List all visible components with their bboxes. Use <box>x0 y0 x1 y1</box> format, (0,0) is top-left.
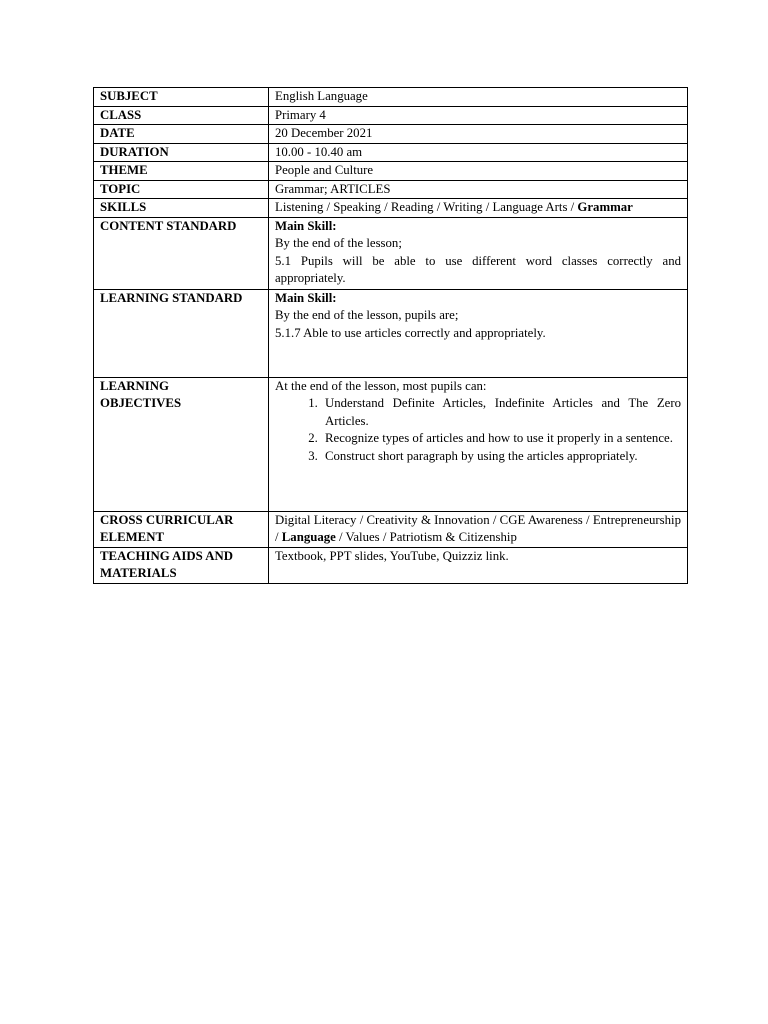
learning-standard-value <box>269 289 688 377</box>
learning-standard-label: LEARNING STANDARD <box>94 289 269 377</box>
learning-standard-line2: 5.1.7 Able to use articles correctly and appropriately. <box>275 325 546 340</box>
skills-label: SKILLS <box>94 199 269 218</box>
cross-curricular-label <box>94 511 269 547</box>
subject-label: SUBJECT <box>94 88 269 107</box>
teaching-aids-label <box>94 547 269 583</box>
row-skills <box>94 199 688 218</box>
date-label: DATE <box>94 125 269 144</box>
cross-curricular-value <box>269 511 688 547</box>
learning-objectives-value <box>269 377 688 511</box>
objective-item: 3. Construct short paragraph by using the articles appropriately. <box>321 448 681 466</box>
row-cross-curricular <box>94 511 688 547</box>
class-value: Primary 4 <box>269 106 688 125</box>
lesson-plan-table <box>93 87 688 584</box>
cross-curricular-bold: Language <box>281 530 336 544</box>
row-learning-standard <box>94 289 688 377</box>
cross-curricular-part1: Digital Literacy / Creativity & Innovation / CGE Awareness / Entrepreneurship / <box>275 512 681 544</box>
teaching-aids-value: Textbook, PPT slides, YouTube, Quizziz link. <box>269 547 688 583</box>
learning-objectives-label <box>94 377 269 511</box>
row-content-standard <box>94 217 688 289</box>
learning-objectives-label-line1: LEARNING <box>100 378 169 393</box>
learning-objectives-intro: At the end of the lesson, most pupils can: <box>275 378 487 393</box>
cross-curricular-label-line2: ELEMENT <box>100 530 164 544</box>
skills-main-skill: Grammar <box>577 200 633 214</box>
skills-list: Listening / Speaking / Reading / Writing / Language Arts / <box>275 200 578 214</box>
teaching-aids-label-line1: TEACHING AIDS AND <box>100 548 233 563</box>
row-theme <box>94 162 688 181</box>
learning-standard-heading: Main Skill: <box>275 290 337 305</box>
date-value: 20 December 2021 <box>269 125 688 144</box>
row-class <box>94 106 688 125</box>
theme-value: People and Culture <box>269 162 688 181</box>
row-date <box>94 125 688 144</box>
theme-label: THEME <box>94 162 269 181</box>
row-teaching-aids <box>94 547 688 583</box>
row-subject <box>94 88 688 107</box>
content-standard-line1: By the end of the lesson; <box>275 236 402 250</box>
subject-value: English Language <box>269 88 688 107</box>
row-duration <box>94 143 688 162</box>
content-standard-value <box>269 217 688 289</box>
content-standard-line2: 5.1 Pupils will be able to use different word classes correctly and appropriately. <box>275 253 681 285</box>
content-standard-heading: Main Skill: <box>275 218 337 233</box>
row-topic <box>94 180 688 199</box>
skills-value <box>269 199 688 218</box>
objectives-list <box>275 395 681 465</box>
objective-item: 2. Recognize types of articles and how to use it properly in a sentence. <box>321 430 681 448</box>
topic-value: Grammar; ARTICLES <box>269 180 688 199</box>
row-learning-objectives <box>94 377 688 511</box>
class-label: CLASS <box>94 106 269 125</box>
learning-objectives-label-line2: OBJECTIVES <box>100 396 182 410</box>
cross-curricular-part2: / Values / Patriotism & Citizenship <box>335 530 517 544</box>
objective-item: 1. Understand Definite Articles, Indefinite Articles and The Zero Articles. <box>321 395 681 430</box>
duration-value: 10.00 - 10.40 am <box>269 143 688 162</box>
duration-label: DURATION <box>94 143 269 162</box>
content-standard-label: CONTENT STANDARD <box>94 217 269 289</box>
teaching-aids-label-line2: MATERIALS <box>100 566 177 580</box>
topic-label: TOPIC <box>94 180 269 199</box>
cross-curricular-label-line1: CROSS CURRICULAR <box>100 512 234 527</box>
learning-standard-line1: By the end of the lesson, pupils are; <box>275 308 459 322</box>
